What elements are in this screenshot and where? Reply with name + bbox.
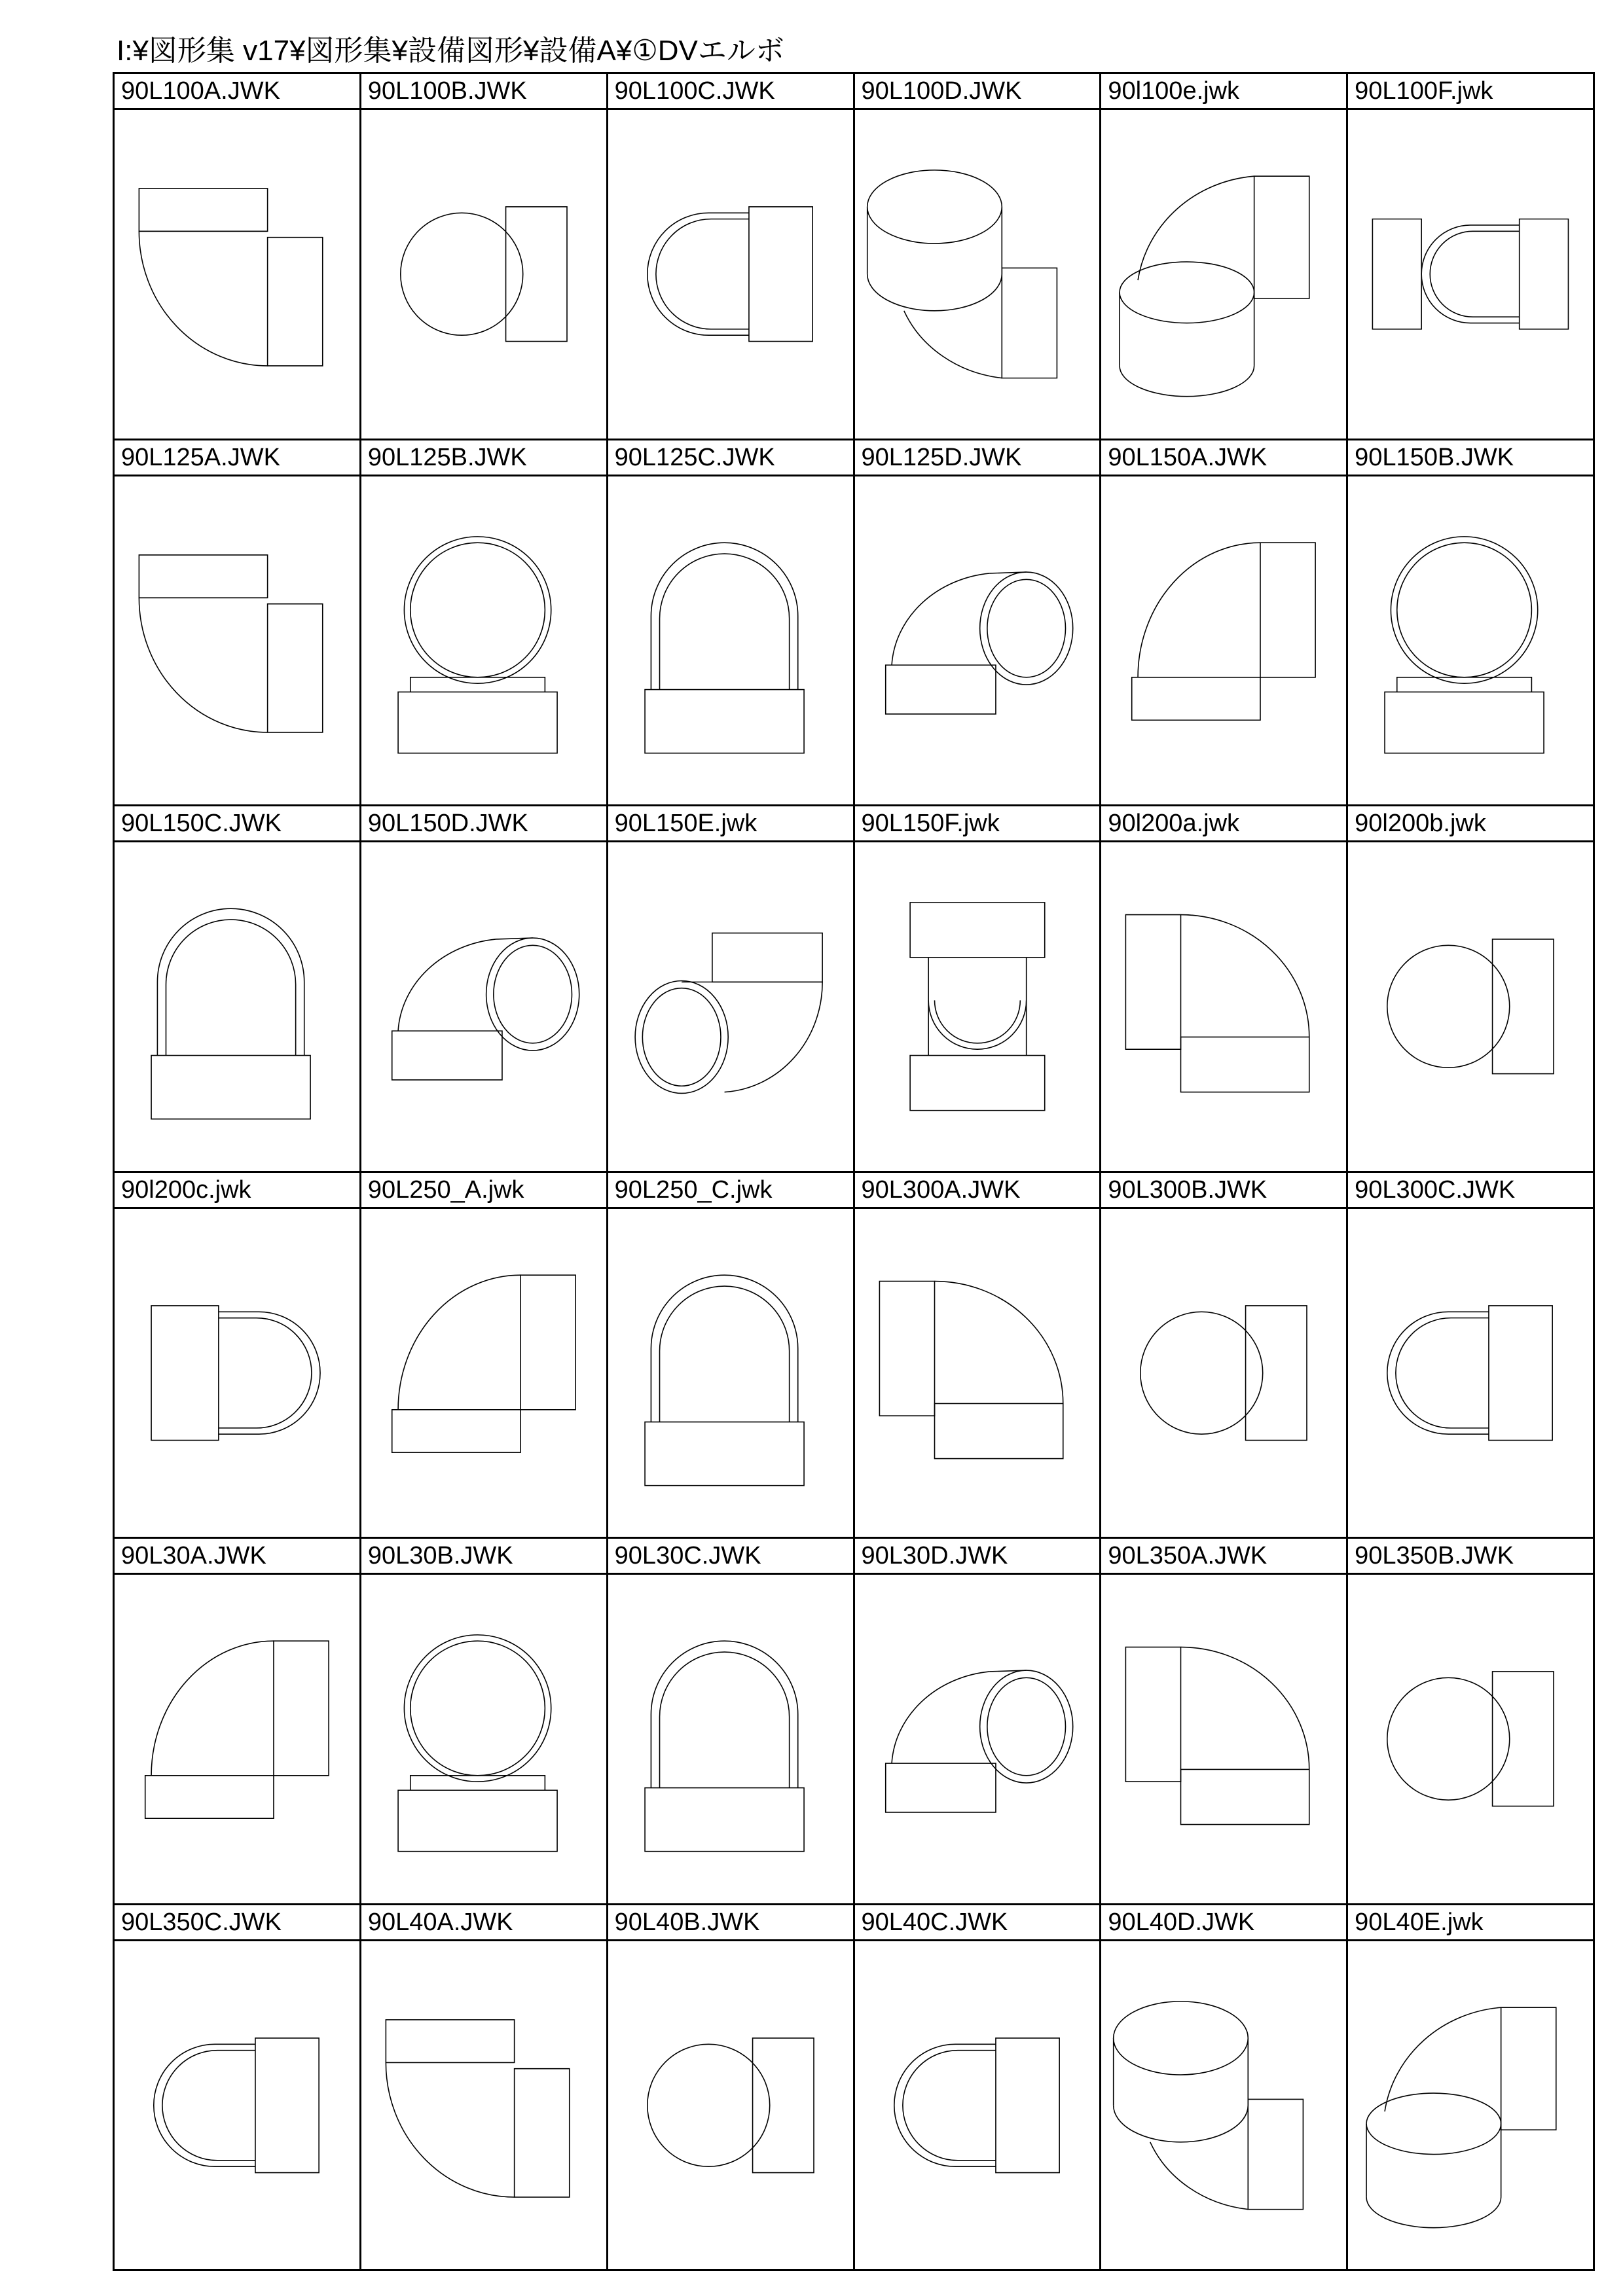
- catalog-cell[interactable]: [1101, 1173, 1348, 1539]
- elbow-side-down-icon: [855, 1209, 1100, 1537]
- cell-filename: 90L350A.JWK: [1101, 1539, 1346, 1575]
- cell-filename: 90L30C.JWK: [608, 1539, 853, 1575]
- elbow-end-circle-icon: [608, 1941, 853, 2270]
- path-title: I:¥図形集 v17¥図形集¥設備図形¥設備A¥①DVエルボ: [117, 35, 784, 67]
- elbow-side-up-icon: [1101, 476, 1346, 805]
- catalog-cell[interactable]: [855, 74, 1102, 440]
- cell-filename: 90l100e.jwk: [1101, 74, 1346, 110]
- elbow-side-icon: [115, 476, 359, 805]
- catalog-cell[interactable]: [1348, 1173, 1595, 1539]
- cell-filename: 90L125B.JWK: [361, 440, 606, 476]
- catalog-cell[interactable]: [115, 74, 361, 440]
- elbow-end-circle-icon: [1348, 1575, 1593, 1903]
- catalog-cell[interactable]: [608, 440, 855, 807]
- catalog-cell[interactable]: [361, 74, 608, 440]
- cell-filename: 90L250_A.jwk: [361, 1173, 606, 1209]
- catalog-cell[interactable]: [608, 1539, 855, 1905]
- elbow-iso-right-icon: [361, 842, 606, 1171]
- elbow-side-icon: [115, 110, 359, 439]
- elbow-iso-icon: [1101, 1941, 1346, 2270]
- catalog-cell[interactable]: [1101, 440, 1348, 807]
- catalog-cell[interactable]: [361, 1905, 608, 2272]
- catalog-cell[interactable]: [115, 806, 361, 1173]
- cell-filename: 90L100B.JWK: [361, 74, 606, 110]
- cell-filename: 90L30D.JWK: [855, 1539, 1100, 1575]
- cell-filename: 90L125D.JWK: [855, 440, 1100, 476]
- catalog-cell[interactable]: [855, 806, 1102, 1173]
- elbow-top-circle-icon: [1348, 476, 1593, 805]
- elbow-top-circle-icon: [361, 476, 606, 805]
- cell-filename: 90L40A.JWK: [361, 1905, 606, 1941]
- elbow-top-dome-icon: [608, 476, 853, 805]
- catalog-cell[interactable]: [115, 1539, 361, 1905]
- cell-filename: 90L150D.JWK: [361, 806, 606, 842]
- cell-filename: 90l200a.jwk: [1101, 806, 1346, 842]
- cell-filename: 90l200b.jwk: [1348, 806, 1593, 842]
- catalog-cell[interactable]: [608, 806, 855, 1173]
- elbow-double-socket-icon: [855, 842, 1100, 1171]
- catalog-cell[interactable]: [1101, 806, 1348, 1173]
- catalog-cell[interactable]: [1348, 440, 1595, 807]
- elbow-end-dome-icon: [1348, 1209, 1593, 1537]
- cell-filename: 90L300B.JWK: [1101, 1173, 1346, 1209]
- elbow-side-down-icon: [1101, 1575, 1346, 1903]
- catalog-cell[interactable]: [608, 74, 855, 440]
- cell-filename: 90L150F.jwk: [855, 806, 1100, 842]
- elbow-iso-right-icon: [855, 476, 1100, 805]
- catalog-cell[interactable]: [855, 1539, 1102, 1905]
- cell-filename: 90l200c.jwk: [115, 1173, 359, 1209]
- catalog-cell[interactable]: [361, 440, 608, 807]
- elbow-end-dome-right-icon: [115, 1209, 359, 1537]
- cell-filename: 90L300A.JWK: [855, 1173, 1100, 1209]
- cell-filename: 90L150B.JWK: [1348, 440, 1593, 476]
- cell-filename: 90L125A.JWK: [115, 440, 359, 476]
- cell-filename: 90L40D.JWK: [1101, 1905, 1346, 1941]
- cell-filename: 90L150A.JWK: [1101, 440, 1346, 476]
- elbow-top-dome-icon: [608, 1209, 853, 1537]
- elbow-end-circle-icon: [1101, 1209, 1346, 1537]
- elbow-iso-icon: [855, 110, 1100, 439]
- cell-filename: 90L40B.JWK: [608, 1905, 853, 1941]
- cell-filename: 90L40E.jwk: [1348, 1905, 1593, 1941]
- catalog-cell[interactable]: [1101, 1539, 1348, 1905]
- catalog-cell[interactable]: [1348, 806, 1595, 1173]
- catalog-cell[interactable]: [115, 440, 361, 807]
- elbow-iso-up-icon: [1348, 1941, 1593, 2270]
- catalog-cell[interactable]: [361, 806, 608, 1173]
- elbow-side-up-icon: [115, 1575, 359, 1903]
- elbow-top-circle-icon: [361, 1575, 606, 1903]
- elbow-iso-left-icon: [608, 842, 853, 1171]
- catalog-cell[interactable]: [1348, 1905, 1595, 2272]
- catalog-grid: [113, 72, 1595, 2271]
- catalog-cell[interactable]: [1101, 74, 1348, 440]
- catalog-cell[interactable]: [115, 1905, 361, 2272]
- elbow-side-down-icon: [1101, 842, 1346, 1171]
- catalog-cell[interactable]: [361, 1539, 608, 1905]
- elbow-end-dome-icon: [608, 110, 853, 439]
- cell-filename: 90L100C.JWK: [608, 74, 853, 110]
- cell-filename: 90L350B.JWK: [1348, 1539, 1593, 1575]
- cell-filename: 90L300C.JWK: [1348, 1173, 1593, 1209]
- elbow-end-dome-double-icon: [1348, 110, 1593, 439]
- elbow-side-up-icon: [361, 1209, 606, 1537]
- cell-filename: 90L40C.JWK: [855, 1905, 1100, 1941]
- elbow-side-icon: [361, 1941, 606, 2270]
- elbow-iso-right-icon: [855, 1575, 1100, 1903]
- elbow-end-dome-icon: [115, 1941, 359, 2270]
- cell-filename: 90L350C.JWK: [115, 1905, 359, 1941]
- elbow-end-dome-icon: [855, 1941, 1100, 2270]
- catalog-cell[interactable]: [1101, 1905, 1348, 2272]
- cell-filename: 90L150C.JWK: [115, 806, 359, 842]
- cell-filename: 90L150E.jwk: [608, 806, 853, 842]
- catalog-cell[interactable]: [608, 1173, 855, 1539]
- catalog-cell[interactable]: [1348, 1539, 1595, 1905]
- elbow-top-dome-icon: [608, 1575, 853, 1903]
- cell-filename: 90L250_C.jwk: [608, 1173, 853, 1209]
- cell-filename: 90L100A.JWK: [115, 74, 359, 110]
- catalog-cell[interactable]: [855, 440, 1102, 807]
- catalog-cell[interactable]: [361, 1173, 608, 1539]
- elbow-iso-up-icon: [1101, 110, 1346, 439]
- cell-filename: 90L100F.jwk: [1348, 74, 1593, 110]
- elbow-end-circle-icon: [1348, 842, 1593, 1171]
- elbow-top-dome-icon: [115, 842, 359, 1171]
- catalog-cell[interactable]: [1348, 74, 1595, 440]
- elbow-end-circle-icon: [361, 110, 606, 439]
- catalog-cell[interactable]: [855, 1905, 1102, 2272]
- cell-filename: 90L30B.JWK: [361, 1539, 606, 1575]
- cell-filename: 90L125C.JWK: [608, 440, 853, 476]
- catalog-cell[interactable]: [608, 1905, 855, 2272]
- catalog-cell[interactable]: [855, 1173, 1102, 1539]
- cell-filename: 90L100D.JWK: [855, 74, 1100, 110]
- cell-filename: 90L30A.JWK: [115, 1539, 359, 1575]
- catalog-cell[interactable]: [115, 1173, 361, 1539]
